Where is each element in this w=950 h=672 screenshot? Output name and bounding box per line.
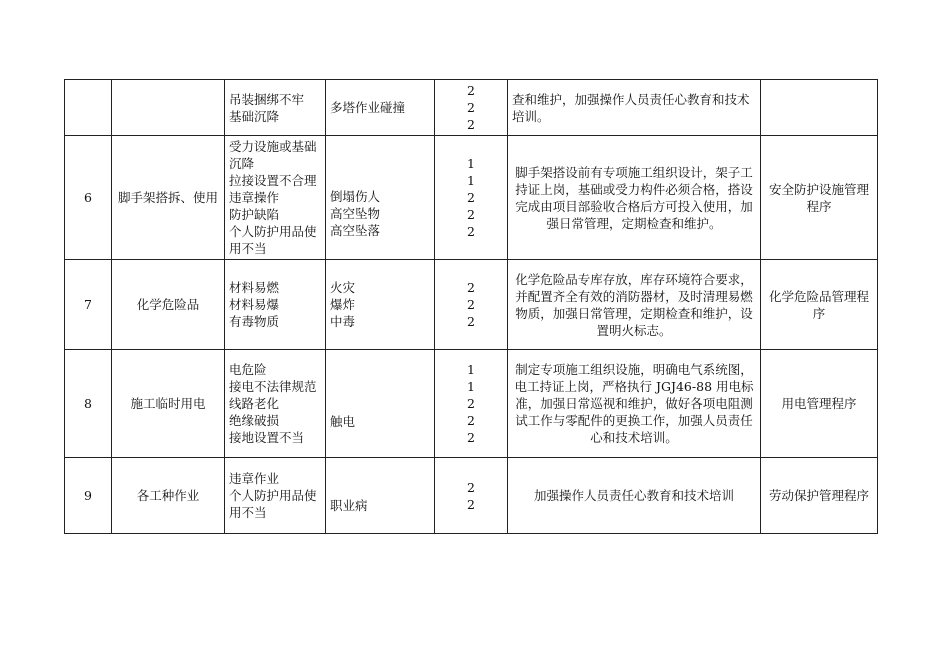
hazard-item: 线路老化 <box>229 396 280 411</box>
table-row <box>65 136 878 260</box>
control-measure-cell: 脚手架搭设前有专项施工组织设计，架子工持证上岗，基础或受力构件必须合格，搭设完成由项目部验收合格后方可投入使用，加强日常管理，定期检查和维护。 <box>508 136 761 260</box>
hazard-item: 个人防护用品使用不当 <box>229 488 317 520</box>
level-value: 1 <box>467 362 475 377</box>
hazard-item: 基础沉降 <box>229 108 280 124</box>
hazard-cell <box>225 136 326 260</box>
control-measure-cell: 制定专项施工组织设施，明确电气系统图，电工持证上岗，严格执行 JGJ46-88 用电标准，加强日常巡视和维护，做好各项电阻测试工作与零配件的更换工作，加强人员责任心和技术培训。 <box>508 350 761 458</box>
hazard-cell <box>225 458 326 534</box>
accident-cell <box>326 458 435 534</box>
activity-cell: 脚手架搭拆、使用 <box>112 136 225 260</box>
hazard-cell <box>225 80 326 136</box>
activity-cell: 各工种作业 <box>112 458 225 534</box>
control-measure-cell: 查和维护，加强操作人员责任心教育和技术培训。 <box>508 80 761 136</box>
hazard-cell <box>225 350 326 458</box>
hazard-item: 防护缺陷 <box>229 207 280 222</box>
level-value: 2 <box>467 314 475 329</box>
table-row <box>65 80 878 136</box>
level-value: 2 <box>467 396 475 411</box>
hazard-cell <box>225 260 326 350</box>
level-value: 2 <box>467 496 475 512</box>
document-cell: 化学危险品管理程序 <box>761 260 878 350</box>
level-value: 1 <box>467 156 475 171</box>
level-cell <box>435 136 508 260</box>
table-row <box>65 260 878 350</box>
row-number: 7 <box>65 260 112 350</box>
accident-item: 多塔作业碰撞 <box>330 100 406 115</box>
hazard-item: 材料易爆 <box>229 297 280 312</box>
hazard-item: 有毒物质 <box>229 314 280 329</box>
accident-item: 倒塌伤人 <box>330 189 381 204</box>
hazard-item: 绝缘破损 <box>229 413 280 428</box>
hazard-item: 违章作业 <box>229 471 280 486</box>
accident-item: 触电 <box>330 414 356 429</box>
accident-cell <box>326 136 435 260</box>
accident-cell <box>326 80 435 136</box>
hazard-item: 吊装捆绑不牢 <box>229 91 305 107</box>
level-value: 1 <box>467 173 475 188</box>
table-row <box>65 350 878 458</box>
accident-cell <box>326 350 435 458</box>
level-value: 2 <box>467 83 475 98</box>
level-value: 2 <box>467 297 475 312</box>
level-cell <box>435 80 508 136</box>
row-number: 9 <box>65 458 112 534</box>
level-value: 2 <box>467 207 475 222</box>
hazard-item: 接地设置不当 <box>229 430 305 445</box>
accident-item: 爆炸 <box>330 297 356 312</box>
level-value: 2 <box>467 479 475 495</box>
document-cell: 安全防护设施管理程序 <box>761 136 878 260</box>
accident-item: 中毒 <box>330 314 356 329</box>
row-number: 6 <box>65 136 112 260</box>
level-cell <box>435 458 508 534</box>
row-number: 8 <box>65 350 112 458</box>
hazard-item: 拉接设置不合理 <box>229 173 317 188</box>
hazard-item: 电危险 <box>229 362 267 377</box>
risk-table <box>64 79 878 534</box>
level-value: 2 <box>467 100 475 115</box>
document-cell: 劳动保护管理程序 <box>761 458 878 534</box>
control-measure-cell: 加强操作人员责任心教育和技术培训 <box>508 458 761 534</box>
hazard-item: 接电不法律规范 <box>229 379 317 394</box>
level-value: 2 <box>467 117 475 132</box>
table-row <box>65 458 878 534</box>
level-value: 2 <box>467 430 475 445</box>
activity-cell <box>112 80 225 136</box>
activity-cell: 化学危险品 <box>112 260 225 350</box>
level-value: 2 <box>467 413 475 428</box>
level-value: 1 <box>467 379 475 394</box>
level-value: 2 <box>467 224 475 239</box>
row-number <box>65 80 112 136</box>
accident-item: 职业病 <box>330 498 368 513</box>
hazard-item: 个人防护用品使用不当 <box>229 224 317 256</box>
document-cell <box>761 80 878 136</box>
document-cell: 用电管理程序 <box>761 350 878 458</box>
hazard-item: 违章操作 <box>229 190 280 205</box>
hazard-item: 受力设施或基础沉降 <box>229 139 317 171</box>
activity-cell: 施工临时用电 <box>112 350 225 458</box>
accident-cell <box>326 260 435 350</box>
accident-item: 火灾 <box>330 280 356 295</box>
level-value: 2 <box>467 280 475 295</box>
level-cell <box>435 350 508 458</box>
level-cell <box>435 260 508 350</box>
control-measure-cell: 化学危险品专库存放，库存环境符合要求，并配置齐全有效的消防器材，及时清理易燃物质，加强日常管理，定期检查和维护，设置明火标志。 <box>508 260 761 350</box>
level-value: 2 <box>467 190 475 205</box>
accident-item: 高空坠落 <box>330 223 381 238</box>
accident-item: 高空坠物 <box>330 206 381 221</box>
hazard-item: 材料易燃 <box>229 280 280 295</box>
